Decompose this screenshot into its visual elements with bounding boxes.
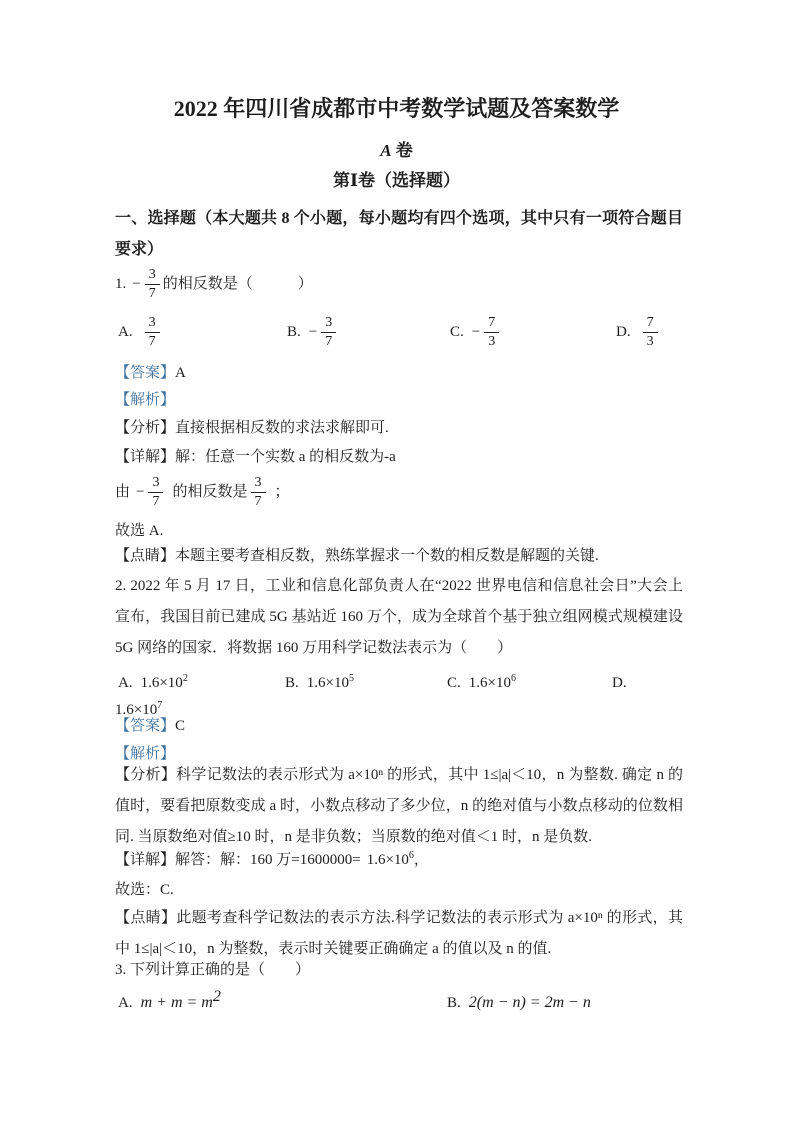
- answer-tag: 【答案】: [115, 365, 176, 381]
- fraction: $\frac{3}{7}$: [321, 314, 336, 350]
- question-3-options: [0, 988, 793, 1014]
- approach-paragraph-q2: 【分析】科学记数法的表示形式为 a×10ⁿ 的形式，其中 1≤|a|＜10，n 为整数. 确定 n 的值时，要看把原数变成 a 时，小数点移动了多少位，n 的绝对值与小数点移动的位数相同. 当原数绝对值≥10 时，n 是非负数；当原数的绝对值＜1 时，n 是负数.: [115, 767, 683, 845]
- conclusion-line-q1: 故选 A.: [115, 523, 164, 539]
- remark-tag: 【点睛】: [115, 548, 176, 564]
- fraction: $\frac{3}{7}$: [148, 474, 163, 510]
- detail-line-q1: 【详解】解：任意一个实数 a 的相反数为-a: [115, 449, 396, 465]
- question-1-options: [0, 306, 793, 358]
- option-a: A. $1.6\times 10^2$: [118, 673, 188, 691]
- analysis-tag: 【解析】: [115, 746, 176, 762]
- volume-suffix: 卷: [391, 141, 413, 160]
- page-title: [0, 94, 793, 124]
- answer-line-q1: [115, 363, 186, 383]
- fraction: $\frac{3}{7}$: [251, 474, 266, 510]
- fraction: $\frac{7}{3}$: [643, 314, 658, 350]
- detail-fraction-line-q1: 由 − $\frac{3}{7}$ 的相反数是 $\frac{3}{7}$ ；: [115, 475, 290, 509]
- formula: 2(m − n) = 2m − n: [468, 994, 591, 1011]
- approach-tag: 【分析】: [115, 767, 177, 783]
- fraction-sign: −: [132, 276, 141, 292]
- option-d: D. $\frac{7}{3}$: [616, 306, 661, 358]
- fraction: $\frac{3}{7}$: [145, 314, 160, 350]
- volume-heading: [0, 140, 793, 162]
- formula: m + m = m: [140, 994, 213, 1011]
- fraction: $\frac{3}{7}$: [145, 266, 160, 302]
- option-c: C. − $\frac{7}{3}$: [450, 306, 502, 358]
- part-heading: 第Ⅰ卷（选择题）: [333, 171, 460, 190]
- option-a: A. $m + m = m^2$: [118, 988, 221, 1011]
- question-3-stem: 3. 下列计算正确的是（ ）: [115, 962, 311, 978]
- option-b: B. − $\frac{3}{7}$: [287, 306, 339, 358]
- question-1-stem: [115, 258, 313, 310]
- option-d: D.: [612, 675, 627, 691]
- option-c: C. $1.6\times 10^6$: [447, 673, 516, 691]
- option-b: B. 2(m − n) = 2m − n: [447, 994, 591, 1011]
- option-a: A. $\frac{3}{7}$: [118, 306, 163, 358]
- answer-value-q1: A: [175, 365, 186, 381]
- remark-paragraph-q2: 【点睛】此题考查科学记数法的表示方法.科学记数法的表示形式为 a×10ⁿ 的形式，其中 1≤|a|＜10，n 为整数，表示时关键要正确确定 a 的值以及 n 的值.: [115, 910, 683, 957]
- detail-tag: 【详解】: [115, 449, 176, 465]
- option-d-value: $1.6\times 10^7$: [115, 700, 163, 718]
- volume-letter: A: [380, 141, 392, 160]
- remark-line-q1: 【点睛】本题主要考查相反数，熟练掌握求一个数的相反数是解题的关键.: [115, 548, 599, 564]
- fraction-sign: −: [471, 323, 481, 340]
- fraction-sign: −: [136, 484, 145, 500]
- question-2-stem: 2. 2022 年 5 月 17 日，工业和信息化部负责人在“2022 世界电信和信息社会日”大会上宣布，我国目前已建成 5G 基站近 160 万个，成为全球首个基于独立组网模式规模建设 5G 网络的国家．将数据 160 万用科学记数法表示为（ ）: [115, 578, 683, 656]
- conclusion-line-q2: 故选：C.: [115, 882, 174, 898]
- detail-tag: 【详解】: [115, 852, 176, 868]
- answer-line-q2: [115, 716, 185, 736]
- analysis-heading-q1: [115, 390, 175, 410]
- answer-tag: 【答案】: [115, 718, 176, 734]
- question-2-options: [0, 672, 793, 694]
- analysis-tag: 【解析】: [115, 392, 176, 408]
- section-heading: 一、选择题（本大题共 8 个小题，每小题均有四个选项，其中只有一项符合题目要求）: [115, 210, 683, 258]
- page-title-text: 2022 年四川省成都市中考数学试题及答案数学: [173, 96, 620, 121]
- option-b: B. $1.6\times 10^5$: [285, 673, 354, 691]
- approach-tag: 【分析】: [115, 420, 176, 436]
- question-1-number: 1.: [115, 276, 127, 292]
- detail-line-q2: 【详解】解答：解：160 万$=1600000= 1.6\times 10^6$，: [115, 850, 429, 868]
- answer-value-q2: C: [175, 718, 186, 734]
- question-1-stem-text: 的相反数是（ ）: [162, 276, 313, 292]
- fraction: $\frac{7}{3}$: [484, 314, 499, 350]
- fraction-sign: −: [308, 323, 318, 340]
- approach-line-q1: 【分析】直接根据相反数的求法求解即可.: [115, 420, 389, 436]
